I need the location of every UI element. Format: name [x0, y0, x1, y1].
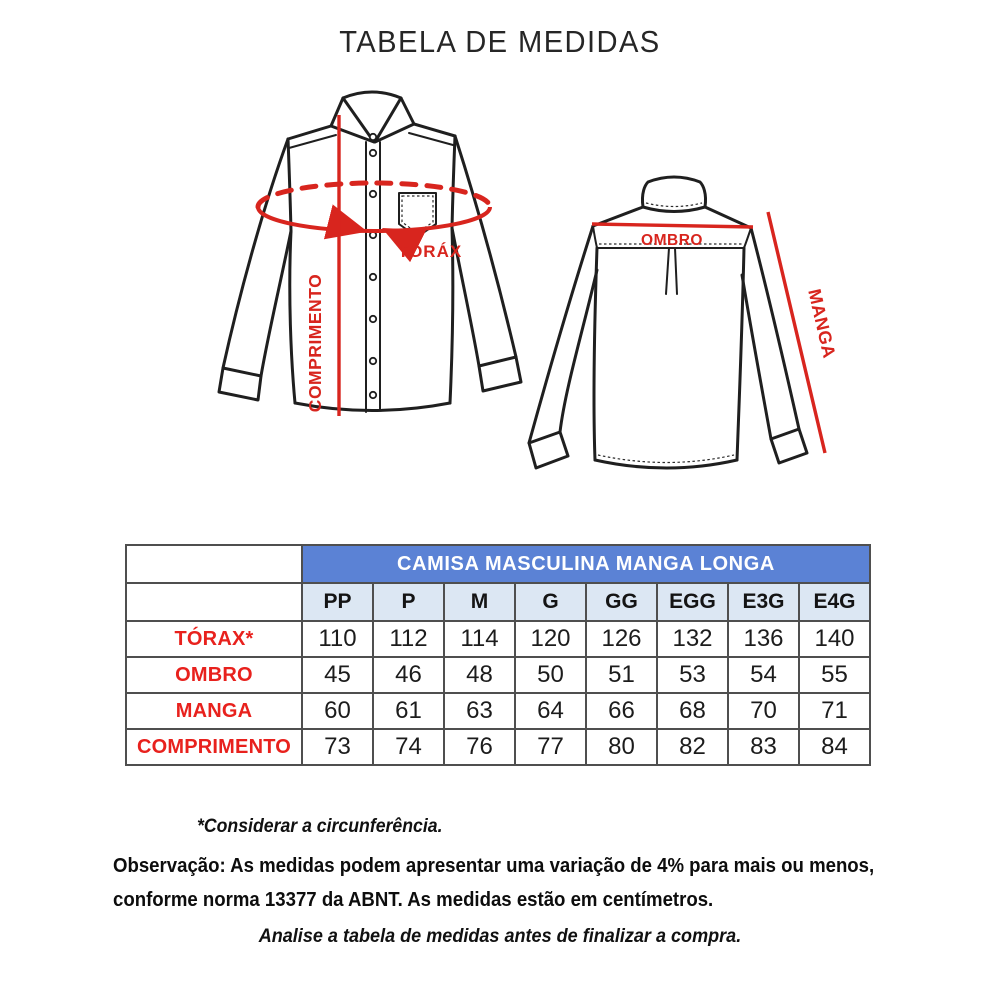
- final-note: Analise a tabela de medidas antes de finalizar a compra.: [258, 926, 742, 947]
- page-title: TABELA DE MEDIDAS: [339, 24, 661, 59]
- value-cell: 126: [586, 621, 657, 657]
- value-cell: 64: [515, 693, 586, 729]
- table-row: [126, 621, 870, 657]
- shirt-front-buttons: [370, 134, 376, 398]
- value-cell: 61: [373, 693, 444, 729]
- size-col-header: G: [515, 583, 586, 621]
- size-col-header: E3G: [728, 583, 799, 621]
- back-shirt-diagram: [495, 155, 875, 500]
- value-cell: 114: [444, 621, 515, 657]
- table-title: CAMISA MASCULINA MANGA LONGA: [302, 545, 870, 583]
- value-cell: 66: [586, 693, 657, 729]
- value-cell: 82: [657, 729, 728, 765]
- value-cell: 120: [515, 621, 586, 657]
- size-col-header: PP: [302, 583, 373, 621]
- row-label: TÓRAX*: [126, 621, 302, 657]
- value-cell: 46: [373, 657, 444, 693]
- table-corner-empty: [126, 583, 302, 621]
- value-cell: 53: [657, 657, 728, 693]
- value-cell: 110: [302, 621, 373, 657]
- size-col-header: E4G: [799, 583, 870, 621]
- observation-note: [113, 849, 874, 917]
- length-measure-annotation: [305, 115, 339, 416]
- observation-line-2: conforme norma 13377 da ABNT. As medidas estão em centímetros.: [113, 889, 714, 911]
- circumference-note: *Considerar a circunferência.: [197, 816, 443, 837]
- value-cell: 74: [373, 729, 444, 765]
- value-cell: 55: [799, 657, 870, 693]
- shirt-back-outline: [529, 177, 807, 468]
- value-cell: 73: [302, 729, 373, 765]
- front-shirt-diagram: [150, 85, 530, 445]
- table-row: [126, 729, 870, 765]
- row-label: OMBRO: [126, 657, 302, 693]
- value-cell: 45: [302, 657, 373, 693]
- value-cell: 63: [444, 693, 515, 729]
- value-cell: 54: [728, 657, 799, 693]
- value-cell: 70: [728, 693, 799, 729]
- final-note-row: [0, 926, 1000, 948]
- value-cell: 77: [515, 729, 586, 765]
- size-table: [125, 544, 871, 766]
- value-cell: 51: [586, 657, 657, 693]
- value-cell: 112: [373, 621, 444, 657]
- value-cell: 136: [728, 621, 799, 657]
- value-cell: 50: [515, 657, 586, 693]
- value-cell: 132: [657, 621, 728, 657]
- table-sizes-row: [126, 583, 870, 621]
- value-cell: 68: [657, 693, 728, 729]
- value-cell: 60: [302, 693, 373, 729]
- observation-line-1: Observação: As medidas podem apresentar uma variação de 4% para mais ou menos,: [113, 855, 875, 877]
- size-col-header: M: [444, 583, 515, 621]
- row-label: COMPRIMENTO: [126, 729, 302, 765]
- value-cell: 71: [799, 693, 870, 729]
- row-label: MANGA: [126, 693, 302, 729]
- size-col-header: GG: [586, 583, 657, 621]
- shoulder-measure-annotation: [592, 224, 753, 249]
- value-cell: 76: [444, 729, 515, 765]
- page-title-row: [0, 24, 1000, 60]
- sleeve-measure-annotation: [768, 212, 840, 453]
- ombro-label: OMBRO: [641, 232, 703, 249]
- value-cell: 48: [444, 657, 515, 693]
- size-col-header: EGG: [657, 583, 728, 621]
- table-row: [126, 693, 870, 729]
- value-cell: 140: [799, 621, 870, 657]
- table-title-row: [126, 545, 870, 583]
- value-cell: 83: [728, 729, 799, 765]
- table-corner-empty: [126, 545, 302, 583]
- value-cell: 84: [799, 729, 870, 765]
- size-col-header: P: [373, 583, 444, 621]
- value-cell: 80: [586, 729, 657, 765]
- manga-label: MANGA: [804, 287, 840, 361]
- table-row: [126, 657, 870, 693]
- torax-label: TORÁX: [398, 242, 463, 261]
- shirt-front-outline: [219, 92, 521, 412]
- comprimento-label: COMPRIMENTO: [305, 273, 325, 413]
